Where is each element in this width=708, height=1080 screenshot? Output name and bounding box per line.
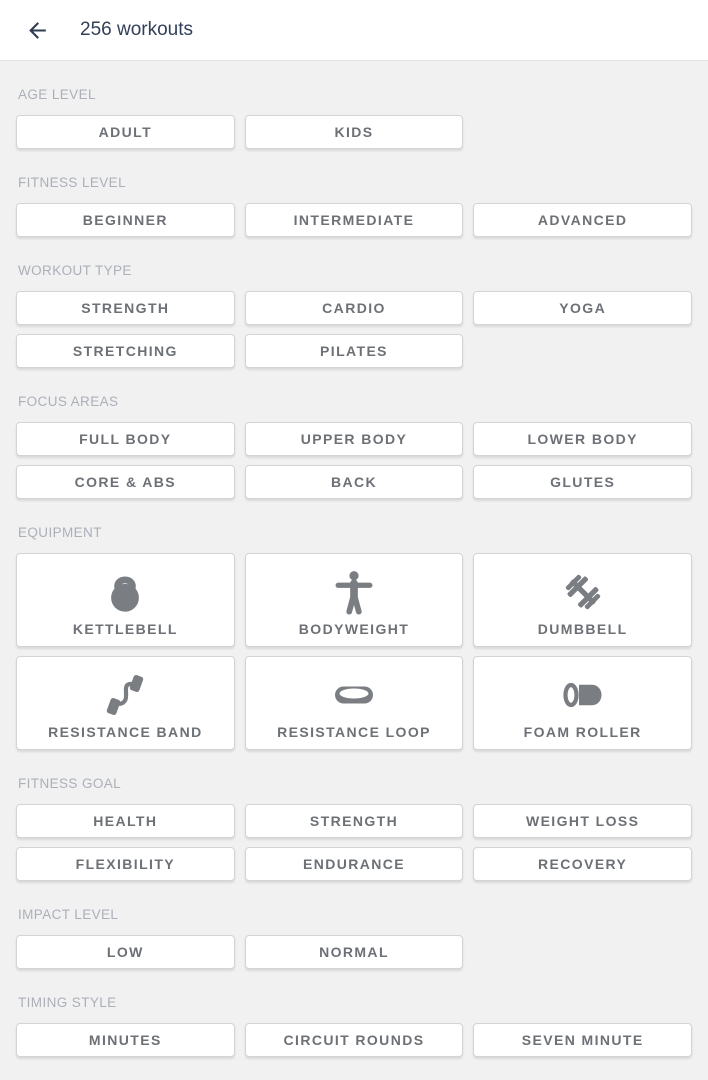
- section-label: FOCUS AREAS: [18, 394, 119, 409]
- filter-kids-button[interactable]: KIDS: [245, 115, 464, 149]
- filter-flexibility-button[interactable]: FLEXIBILITY: [16, 847, 235, 881]
- section-focus-areas: [16, 394, 692, 499]
- focus-areas-grid: [16, 422, 692, 499]
- card-label: BODYWEIGHT: [298, 621, 410, 637]
- foam-roller-icon: [559, 670, 607, 720]
- filter-back-button[interactable]: BACK: [245, 465, 464, 499]
- resistance-loop-icon: [330, 670, 378, 720]
- section-label: EQUIPMENT: [18, 525, 102, 540]
- filter-beginner-button[interactable]: BEGINNER: [16, 203, 235, 237]
- age-level-grid: [16, 115, 692, 149]
- filter-low-button[interactable]: LOW: [16, 935, 235, 969]
- filter-full-body-button[interactable]: FULL BODY: [16, 422, 235, 456]
- section-label: IMPACT LEVEL: [18, 907, 119, 922]
- card-label: RESISTANCE BAND: [48, 724, 203, 740]
- filter-dumbbell-card[interactable]: [473, 553, 692, 647]
- section-fitness-level: [16, 175, 692, 237]
- filter-bodyweight-card[interactable]: [245, 553, 464, 647]
- filter-resistance-band-card[interactable]: [16, 656, 235, 750]
- filter-endurance-button[interactable]: ENDURANCE: [245, 847, 464, 881]
- filter-foam-roller-card[interactable]: [473, 656, 692, 750]
- impact-level-grid: [16, 935, 692, 969]
- filter-cardio-button[interactable]: CARDIO: [245, 291, 464, 325]
- equipment-grid: [16, 553, 692, 750]
- section-label: FITNESS LEVEL: [18, 175, 126, 190]
- filter-yoga-button[interactable]: YOGA: [473, 291, 692, 325]
- section-equipment: [16, 525, 692, 750]
- filter-kettlebell-card[interactable]: [16, 553, 235, 647]
- filter-normal-button[interactable]: NORMAL: [245, 935, 464, 969]
- card-label: DUMBBELL: [537, 621, 628, 637]
- card-label: FOAM ROLLER: [523, 724, 642, 740]
- filter-core-abs-button[interactable]: CORE & ABS: [16, 465, 235, 499]
- filter-strength-button[interactable]: STRENGTH: [16, 291, 235, 325]
- resistance-band-icon: [101, 670, 149, 720]
- section-timing-style: [16, 995, 692, 1057]
- page-title: 256 workouts: [80, 19, 194, 40]
- fitness-level-grid: [16, 203, 692, 237]
- filter-seven-minute-button[interactable]: SEVEN MINUTE: [473, 1023, 692, 1057]
- filter-upper-body-button[interactable]: UPPER BODY: [245, 422, 464, 456]
- filter-minutes-button[interactable]: MINUTES: [16, 1023, 235, 1057]
- filter-health-button[interactable]: HEALTH: [16, 804, 235, 838]
- filter-glutes-button[interactable]: GLUTES: [473, 465, 692, 499]
- filter-adult-button[interactable]: ADULT: [16, 115, 235, 149]
- back-button[interactable]: [22, 15, 52, 45]
- section-age-level: [16, 87, 692, 149]
- filter-stretching-button[interactable]: STRETCHING: [16, 334, 235, 368]
- filter-recovery-button[interactable]: RECOVERY: [473, 847, 692, 881]
- section-label: WORKOUT TYPE: [18, 263, 132, 278]
- card-label: RESISTANCE LOOP: [277, 724, 431, 740]
- filter-intermediate-button[interactable]: INTERMEDIATE: [245, 203, 464, 237]
- filter-weight-loss-button[interactable]: WEIGHT LOSS: [473, 804, 692, 838]
- dumbbell-icon: [560, 567, 606, 617]
- filters-content: [0, 87, 708, 1057]
- section-label: AGE LEVEL: [18, 87, 96, 102]
- filter-goal-strength-button[interactable]: STRENGTH: [245, 804, 464, 838]
- fitness-goal-grid: [16, 804, 692, 881]
- workout-type-grid: [16, 291, 692, 368]
- kettlebell-icon: [102, 567, 148, 617]
- card-label: KETTLEBELL: [72, 621, 178, 637]
- arrow-left-icon: [25, 18, 50, 43]
- section-fitness-goal: [16, 776, 692, 881]
- filter-pilates-button[interactable]: PILATES: [245, 334, 464, 368]
- filter-resistance-loop-card[interactable]: [245, 656, 464, 750]
- section-label: FITNESS GOAL: [18, 776, 122, 791]
- filter-circuit-rounds-button[interactable]: CIRCUIT ROUNDS: [245, 1023, 464, 1057]
- bodyweight-icon: [331, 567, 377, 617]
- filter-lower-body-button[interactable]: LOWER BODY: [473, 422, 692, 456]
- section-impact-level: [16, 907, 692, 969]
- section-label: TIMING STYLE: [18, 995, 117, 1010]
- section-workout-type: [16, 263, 692, 368]
- header: [0, 0, 708, 61]
- filter-advanced-button[interactable]: ADVANCED: [473, 203, 692, 237]
- timing-style-grid: [16, 1023, 692, 1057]
